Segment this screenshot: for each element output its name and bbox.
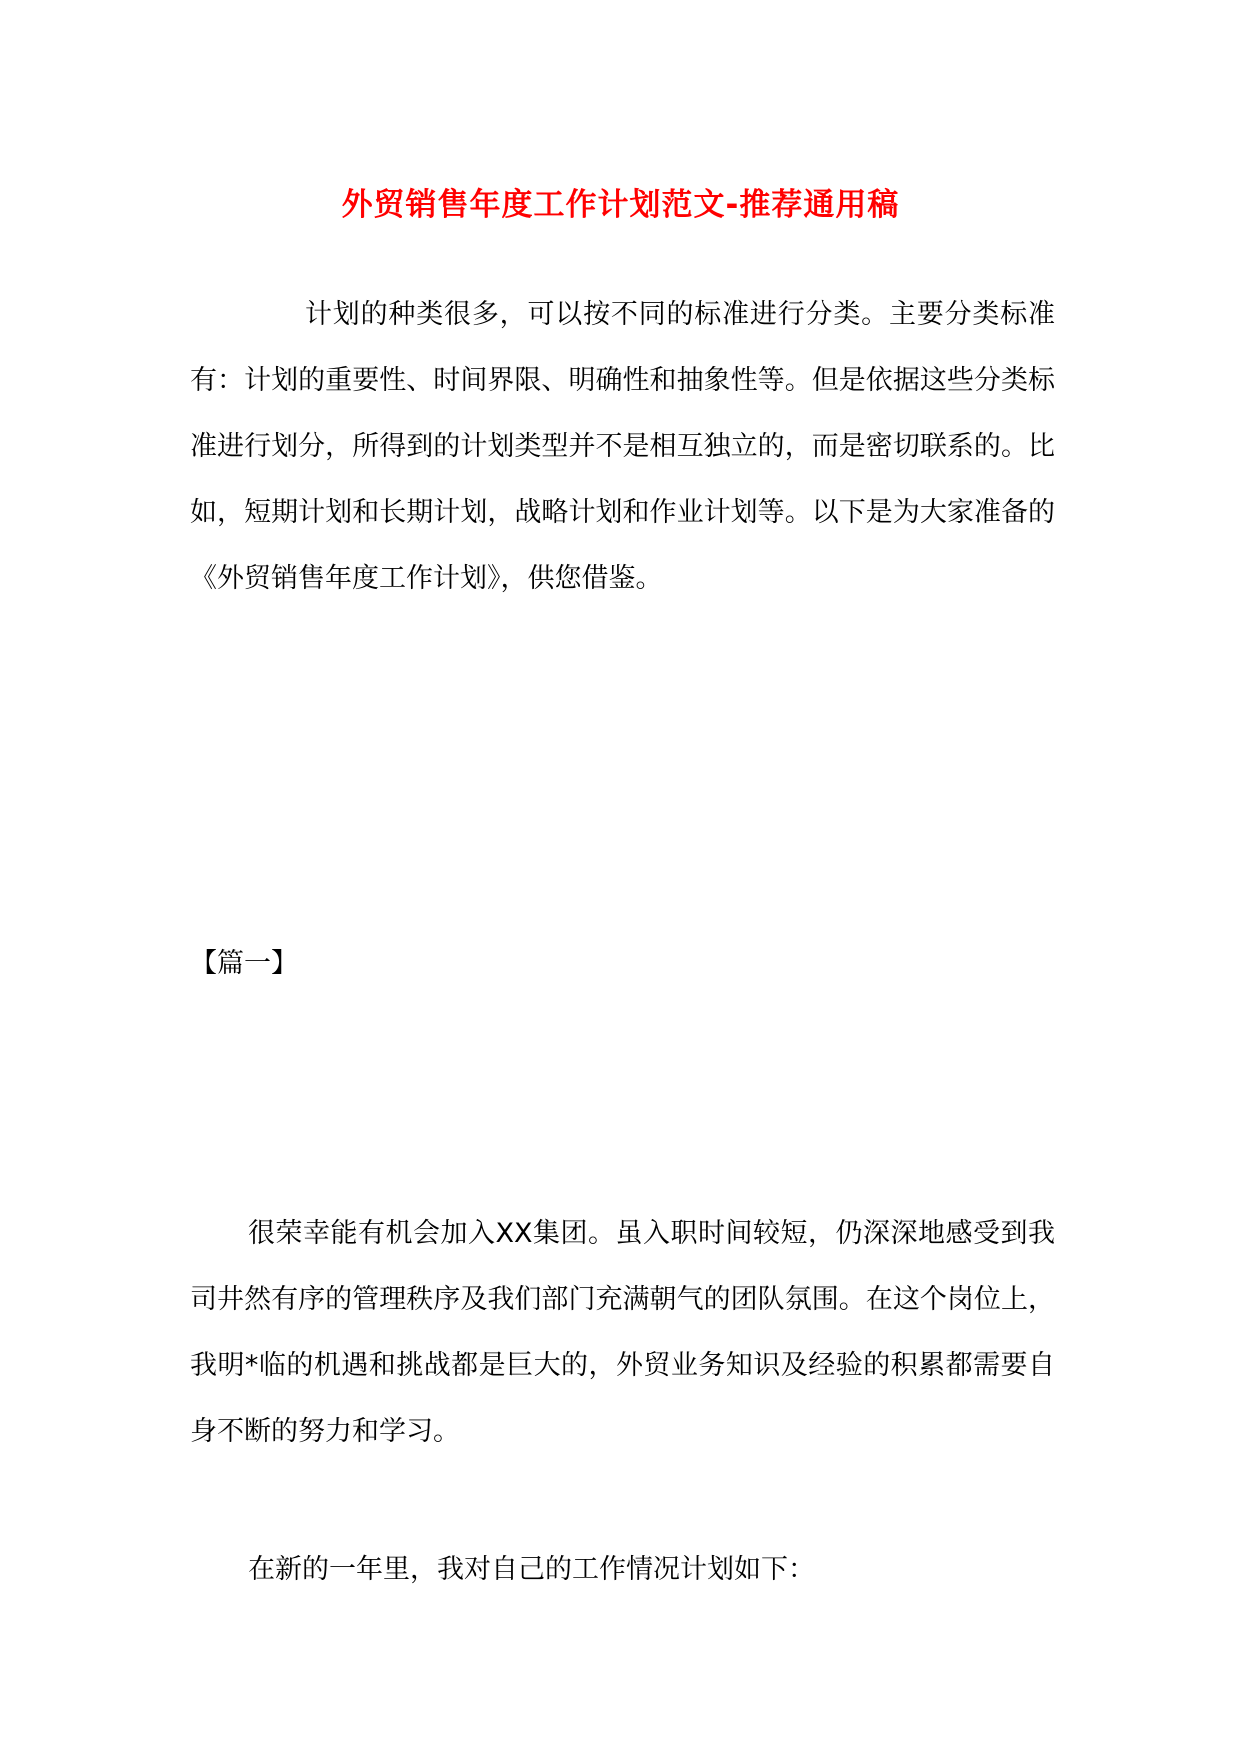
document-title: 外贸销售年度工作计划范文-推荐通用稿 (341, 186, 900, 223)
body-paragraph-2: 在新的一年里，我对自己的工作情况计划如下： (248, 1554, 815, 1585)
intro-paragraph: 计划的种类很多，可以按不同的标准进行分类。主要分类标准有：计划的重要性、时间界限、明确性和抽象性等。但是依据这些分类标准进行划分，所得到的计划类型并不是相互独立的，而是密切联系的。比如，短期计划和长期计划，战略计划和作业计划等。以下是为大家准备的《外贸销售年度工作计划》，供您借鉴。 (190, 299, 1055, 594)
section-heading: 【篇一】 (190, 948, 298, 979)
body-paragraph-1: 很荣幸能有机会加入XX集团。虽入职时间较短，仍深深地感受到我司井然有序的管理秩序及我们部门充满朝气的团队氛围。在这个岗位上，我明*临的机遇和挑战都是巨大的，外贸业务知识及经验的积累都需要自身不断的努力和学习。 (190, 1218, 1055, 1447)
